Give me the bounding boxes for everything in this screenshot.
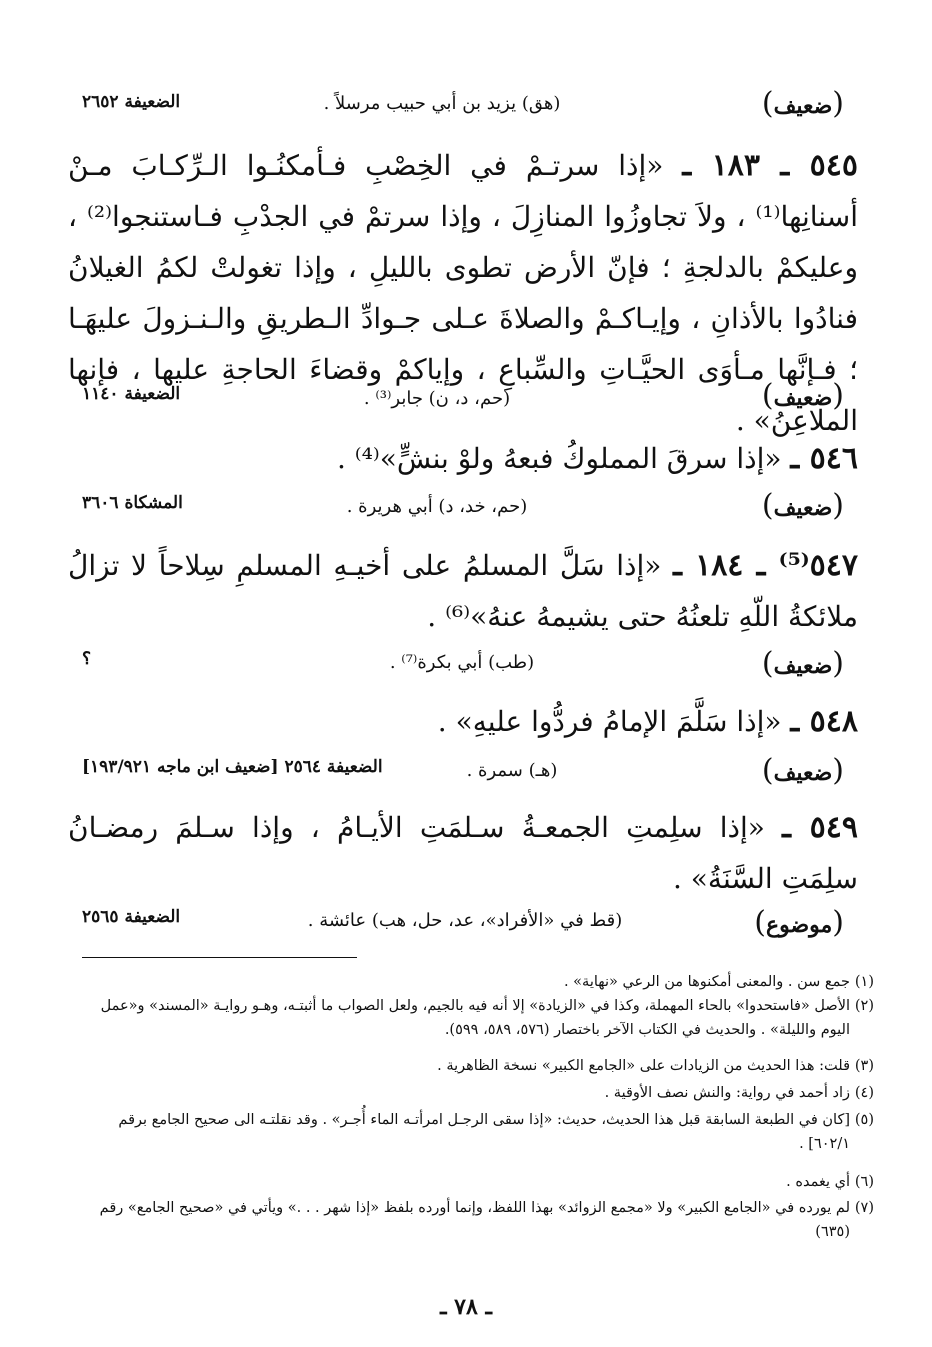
hadith-body: «إذا سرتـمْ في الخِصْبِ فـأمكنُـوا الـرِّكـابَ مـنْ أسنانِها⁽¹⁾ ، ولاَ تجاوزُوا المنازِلَ ، وإذا سرتمْ في الجدْبِ فـاستنجوا⁽²⁾ ، وعليكمْ بالدلجةِ ؛ فإنّ الأرض تطوى بالليلِ ، وإذا تغولتْ لكمُ الغيلانُ فنادُوا بالأذانِ ، وإيـاكـمْ والصلاةَ عـلى جـوادِّ الـطريقِ والـنـزولَ عليهَـا ؛ فـإنَّها مـأوَى الحيَّـاتِ والسِّباعِ ، وإياكمْ وقضاءَ الحاجةِ عليها ، فإنها الملاعِنُ» . — [68, 149, 858, 437]
hadith-text — [68, 696, 858, 747]
footnote: (٣) قلت: هذا الحديث من الزيادات على «الجامع الكبير» نسخة الظاهرية . — [437, 1058, 874, 1074]
hadith-reference: الضعيفة ١١٤٠ — [82, 384, 181, 404]
grade-label: (ضعيف) — [761, 646, 844, 681]
hadith-source: (حم، خد، د) أبي هريرة . — [346, 496, 528, 517]
hadith-reference: المشكاة ٣٦٠٦ — [82, 493, 183, 513]
grade-label: (ضعيف) — [761, 378, 844, 413]
grade-label: (ضعيف) — [761, 753, 844, 788]
hadith-reference: الضعيفة ٢٦٥٢ — [82, 92, 181, 112]
hadith-text — [68, 433, 858, 484]
footnote: (٥) [كان في الطبعة السابقة قبل هذا الحديث، حديث: «إذا سقى الرجـل امرأتـه الماء أُجـر» . وقد نقلتـه الى صحيح الجامع برقم ٦٠٢/١] . — [118, 1112, 874, 1152]
footnote: (١) جمع سن . والمعنى أمكنوها من الرعي «نهاية» . — [563, 974, 874, 990]
hadith-reference: ؟ — [82, 649, 92, 669]
hadith-body: «إذا سَلَّ المسلمُ على أخيـهِ المسلمِ سِلاحاً لا تزالُ ملائكةُ اللّهِ تلعنُهُ حتى يشيمهُ عنهُ»⁽⁶⁾ . — [68, 549, 858, 633]
grade-label: (موضوع) — [754, 905, 844, 940]
grade-label: (ضعيف) — [761, 488, 844, 523]
footnote: (٤) زاد أحمد في رواية: والنش نصف الأوقية . — [604, 1085, 874, 1101]
hadith-reference: الضعيفة ٢٥٦٥ — [82, 907, 181, 927]
footnote: (٦) أي يغمده . — [786, 1174, 874, 1190]
hadith-source: (حم، د، ن) جابر⁽³⁾ . — [363, 388, 511, 409]
hadith-source: (طب) أبي بكرة⁽⁷⁾ . — [389, 652, 535, 673]
hadith-number: ٥٤٦ ـ — [790, 441, 858, 476]
hadith-text — [68, 540, 858, 642]
hadith-number: ٥٤٨ ـ — [790, 704, 858, 739]
hadith-number: ٥٤٥ ـ ١٨٣ ـ — [682, 148, 858, 183]
hadith-reference: الضعيفة ٢٥٦٤ [ضعيف ابن ماجه ١٩٣/٩٢١] — [82, 757, 383, 777]
hadith-source: (هـ) سمرة . — [466, 760, 558, 781]
footnote: (٢) الأصل «فاستحدوا» بالحاء المهملة، وكذا في «الزيادة» إلا أنه فيه بالجيم، ولعل الصواب ما أثبتـه، وهـو روايـة «المسند» و«عمل اليوم والليلة» . والحديث في الكتاب الآخر باختصار (٥٧٦، ٥٨٩، ٥٩٩). — [100, 998, 874, 1038]
hadith-number: ٥٤٩ ـ — [782, 810, 858, 845]
hadith-text — [68, 802, 858, 904]
hadith-source: (قط في «الأفراد»، عد، حل، هب) عائشة . — [307, 910, 623, 931]
page-number: ـ ٧٨ ـ — [440, 1294, 492, 1320]
hadith-number: ٥٤٧⁽⁵⁾ ـ ١٨٤ ـ — [673, 548, 859, 583]
hadith-body: «إذا سرقَ المملوكُ فبعهُ ولوْ بنشٍّ»⁽⁴⁾ . — [336, 442, 782, 475]
footnote: (٧) لم يورده في «الجامع الكبير» ولا «مجمع الزوائد» بهذا اللفظ، وإنما أورده بلفظ «إذا شهر . . .» ويأتي في «صحيح الجامع» رقم (٦٣٥) — [99, 1200, 874, 1240]
hadith-source: (هق) يزيد بن أبي حبيب مرسلاً . — [323, 93, 561, 114]
hadith-body: «إذا سَلَّمَ الإمامُ فردُّوا عليهِ» . — [437, 705, 782, 738]
footnote-separator — [82, 957, 357, 958]
grade-label: (ضعيف) — [761, 86, 844, 121]
hadith-body: «إذا سلِمتِ الجمعـةُ سـلمَتِ الأيـامُ ، وإذا سـلمَ رمضـانُ سلِمَتِ السَّنَةُ» . — [68, 811, 858, 895]
